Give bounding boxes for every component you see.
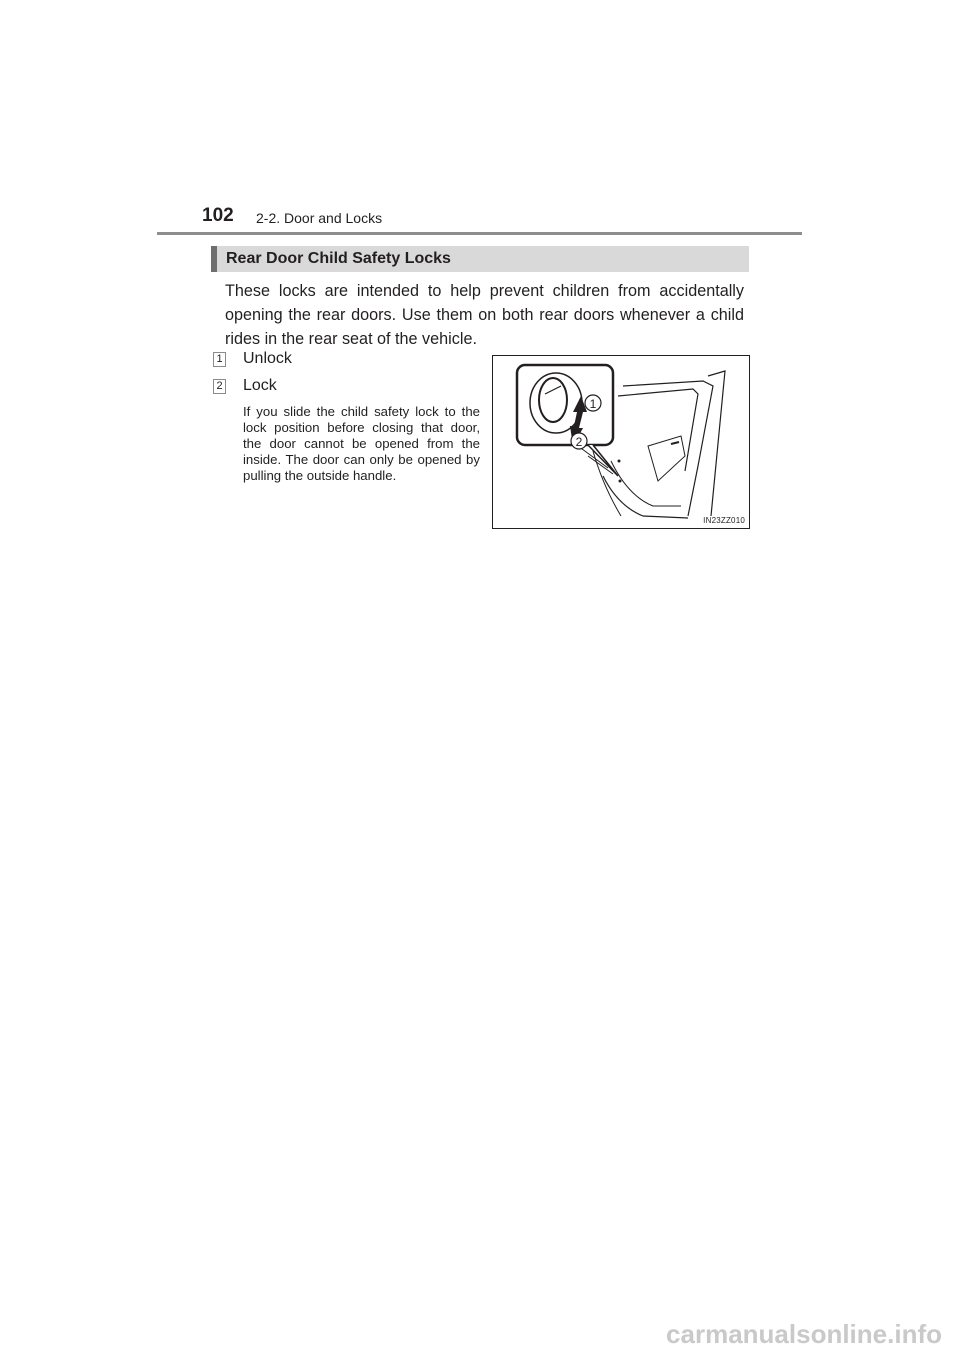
- header-rule: [157, 232, 802, 235]
- callout-1: 1: [589, 397, 597, 411]
- section-header: 2-2. Door and Locks: [256, 210, 383, 226]
- section-title-bar: [211, 246, 749, 272]
- item-number-box: 2: [213, 379, 226, 394]
- door-illustration-drawing: [493, 356, 750, 529]
- section-title: Rear Door Child Safety Locks: [226, 250, 451, 267]
- intro-paragraph: These locks are intended to help prevent children from accidentally opening the rear doors. Use them on both rear doors whenever a child rides in the rear seat of the vehicle.: [225, 282, 744, 348]
- item-label: Unlock: [243, 350, 292, 367]
- item-label: Lock: [243, 377, 277, 394]
- door-lock-illustration: [492, 355, 750, 529]
- watermark: carmanualsonline.info: [666, 1319, 942, 1349]
- page-number: 102: [202, 205, 234, 226]
- figure-code: IN23ZZ010: [703, 516, 745, 525]
- item-number-box: 1: [213, 352, 226, 367]
- callout-2: 2: [575, 435, 583, 449]
- note-paragraph: If you slide the child safety lock to the lock position before closing that door, the door cannot be opened from the inside. The door can only be opened by pulling the outside handle.: [243, 404, 480, 483]
